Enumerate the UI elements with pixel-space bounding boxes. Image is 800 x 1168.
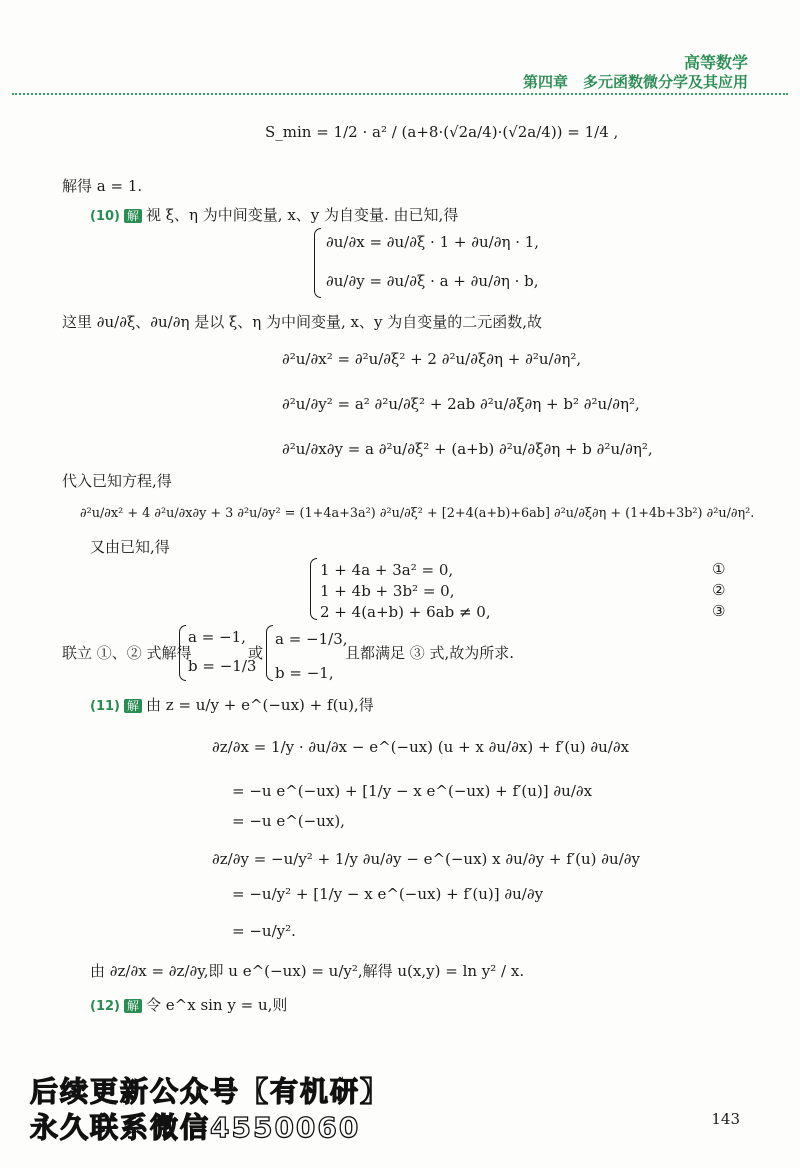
system1-eq2: ∂u/∂y = ∂u/∂ξ · a + ∂u/∂η · b, xyxy=(326,272,539,290)
also-known-text: 又由已知,得 xyxy=(90,538,170,556)
system2-brace xyxy=(310,558,317,620)
problem-10-label: (10) xyxy=(90,209,120,224)
zx-step1: ∂z/∂x = 1/y · ∂u/∂x − e^(−ux) (u + x ∂u/∂x) + f′(u) ∂u/∂x xyxy=(212,738,630,756)
solution1-b: b = −1/3 xyxy=(188,657,257,675)
second-derivative-xy: ∂²u/∂x∂y = a ∂²u/∂ξ² + (a+b) ∂²u/∂ξ∂η + b ∂²u/∂η², xyxy=(282,440,653,458)
combined-equation: ∂²u/∂x² + 4 ∂²u/∂x∂y + 3 ∂²u/∂y² = (1+4a+3a²) ∂²u/∂ξ² + [2+4(a+b)+6ab] ∂²u/∂ξ∂η + (1+4b+3b²) ∂²u/∂η². xyxy=(80,506,755,521)
second-derivative-yy: ∂²u/∂y² = a² ∂²u/∂ξ² + 2ab ∂²u/∂ξ∂η + b² ∂²u/∂η², xyxy=(282,395,640,413)
zy-step3: = −u/y². xyxy=(232,922,296,940)
equation-marker-3: ③ xyxy=(712,602,726,620)
problem-12-intro: 令 e^x sin y = u,则 xyxy=(146,996,288,1014)
problem-11-label: (11) xyxy=(90,699,120,714)
equation-marker-2: ② xyxy=(712,581,726,599)
problem-12-label: (12) xyxy=(90,999,120,1014)
watermark-line1: 后续更新公众号【有机研】 xyxy=(30,1075,391,1108)
system1-brace xyxy=(314,228,321,298)
zx-step3: = −u e^(−ux), xyxy=(232,812,345,830)
problem-10-intro: 视 ξ、η 为中间变量, x、y 为自变量. 由已知,得 xyxy=(146,206,459,224)
problem-10-line xyxy=(90,208,458,223)
page-number: 143 xyxy=(711,1110,740,1128)
zx-step2: = −u e^(−ux) + [1/y − x e^(−ux) + f′(u)] ∂u/∂x xyxy=(232,782,593,800)
problem-12-line xyxy=(90,998,287,1013)
problem-11-conclusion: 由 ∂z/∂x = ∂z/∂y,即 u e^(−ux) = u/y²,解得 u(x,y) = ln y² / x. xyxy=(90,962,525,980)
chapter-title: 第四章 多元函数微分学及其应用 xyxy=(522,73,748,91)
zy-step2: = −u/y² + [1/y − x e^(−ux) + f′(u)] ∂u/∂y xyxy=(232,885,544,903)
smin-equation: S_min = 1/2 · a² / (a+8·(√2a/4)·(√2a/4)) = 1/4 , xyxy=(265,123,619,141)
system1-eq1: ∂u/∂x = ∂u/∂ξ · 1 + ∂u/∂η · 1, xyxy=(326,233,540,251)
book-title: 高等数学 xyxy=(683,53,748,72)
here-statement: 这里 ∂u/∂ξ、∂u/∂η 是以 ξ、η 为中间变量, x、y 为自变量的二元函数,故 xyxy=(62,313,543,331)
solved-a: 解得 a = 1. xyxy=(62,177,143,195)
solution2-brace xyxy=(266,625,273,681)
solve-prefix: 联立 ①、② 式解得 xyxy=(62,644,192,662)
second-derivative-xx: ∂²u/∂x² = ∂²u/∂ξ² + 2 ∂²u/∂ξ∂η + ∂²u/∂η², xyxy=(282,350,582,368)
solution1-a: a = −1, xyxy=(188,628,246,646)
system2-eq2: 1 + 4b + 3b² = 0, xyxy=(320,582,455,600)
substitute-text: 代入已知方程,得 xyxy=(62,472,172,490)
solution-badge: 解 xyxy=(124,999,142,1013)
zy-step1: ∂z/∂y = −u/y² + 1/y ∂u/∂y − e^(−ux) x ∂u/∂y + f′(u) ∂u/∂y xyxy=(212,850,640,868)
watermark-line2: 永久联系微信4550060 xyxy=(30,1111,361,1144)
problem-11-line xyxy=(90,698,374,713)
system2-eq1: 1 + 4a + 3a² = 0, xyxy=(320,561,454,579)
solve-suffix: 且都满足 ③ 式,故为所求. xyxy=(345,644,515,662)
solution1-brace xyxy=(179,625,186,681)
solution-badge: 解 xyxy=(124,209,142,223)
equation-marker-1: ① xyxy=(712,560,726,578)
header-divider xyxy=(12,93,788,95)
or-text: 或 xyxy=(248,644,264,662)
solution2-b: b = −1, xyxy=(275,664,334,682)
problem-11-intro: 由 z = u/y + e^(−ux) + f(u),得 xyxy=(146,696,374,714)
system2-eq3: 2 + 4(a+b) + 6ab ≠ 0, xyxy=(320,603,491,621)
solution2-a: a = −1/3, xyxy=(275,630,348,648)
solution-badge: 解 xyxy=(124,699,142,713)
